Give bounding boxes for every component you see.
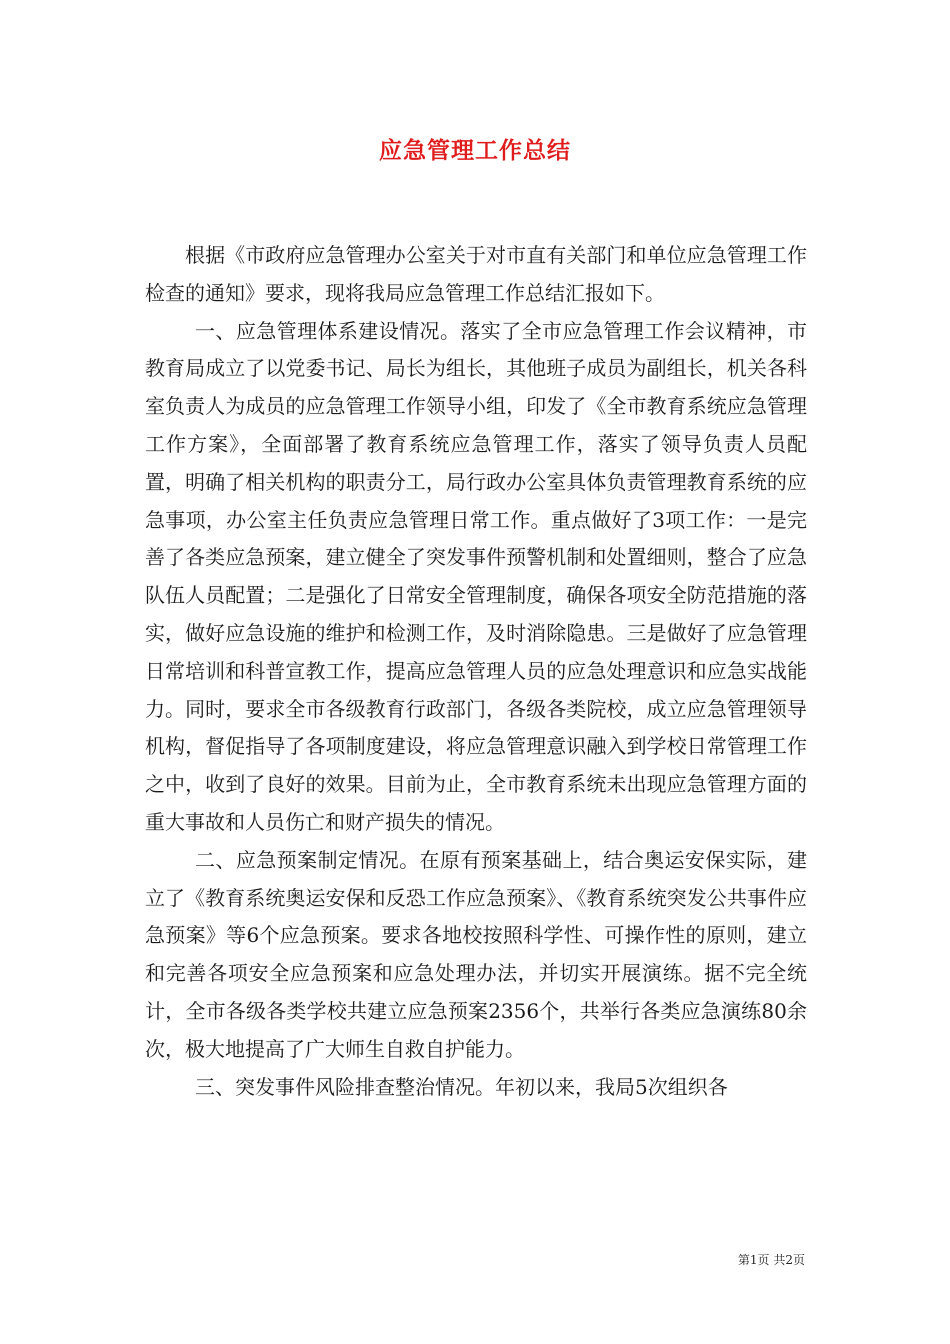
document-body	[145, 237, 807, 1106]
paragraph-section-3: 三、突发事件风险排查整治情况。年初以来，我局5次组织各	[195, 1074, 728, 1099]
page-number: 第1页 共2页	[737, 1253, 805, 1267]
paragraph-section-1: 一、应急管理体系建设情况。落实了全市应急管理工作会议精神，市教育局成立了以党委书记、局长为组长，其他班子成员为副组长，机关各科室负责人为成员的应急管理工作领导小组，印发了《全市教育系统应急管理工作方案》，全面部署了教育系统应急管理工作，落实了领导负责人员配置，明确了相关机构的职责分工，局行政办公室具体负责管理教育系统的应急事项，办公室主任负责应急管理日常工作。重点做好了3项工作：一是完善了各类应急预案，建立健全了突发事件预警机制和处置细则，整合了应急队伍人员配置；二是强化了日常安全管理制度，确保各项安全防范措施的落实，做好应急设施的维护和检测工作，及时消除隐患。三是做好了应急管理日常培训和科普宣教工作，提高应急管理人员的应急处理意识和应急实战能力。同时，要求全市各级教育行政部门，各级各类院校，成立应急管理领导机构，督促指导了各项制度建设，将应急管理意识融入到学校日常管理工作之中，收到了良好的效果。目前为止，全市教育系统未出现应急管理方面的重大事故和人员伤亡和财产损失的情况。	[145, 318, 807, 834]
paragraph-intro: 根据《市政府应急管理办公室关于对市直有关部门和单位应急管理工作检查的通知》要求，现将我局应急管理工作总结汇报如下。	[145, 243, 807, 305]
paragraph-section-2: 二、应急预案制定情况。在原有预案基础上，结合奥运安保实际，建立了《教育系统奥运安保和反恐工作应急预案》、《教育系统突发公共事件应急预案》等6个应急预案。要求各地校按照科学性、可操作性的原则，建立和完善各项安全应急预案和应急处理办法，并切实开展演练。据不完全统计，全市各级各类学校共建立应急预案2356个，共举行各类应急演练80余次，极大地提高了广大师生自救自护能力。	[145, 847, 807, 1061]
document-title: 应急管理工作总结	[379, 137, 571, 164]
